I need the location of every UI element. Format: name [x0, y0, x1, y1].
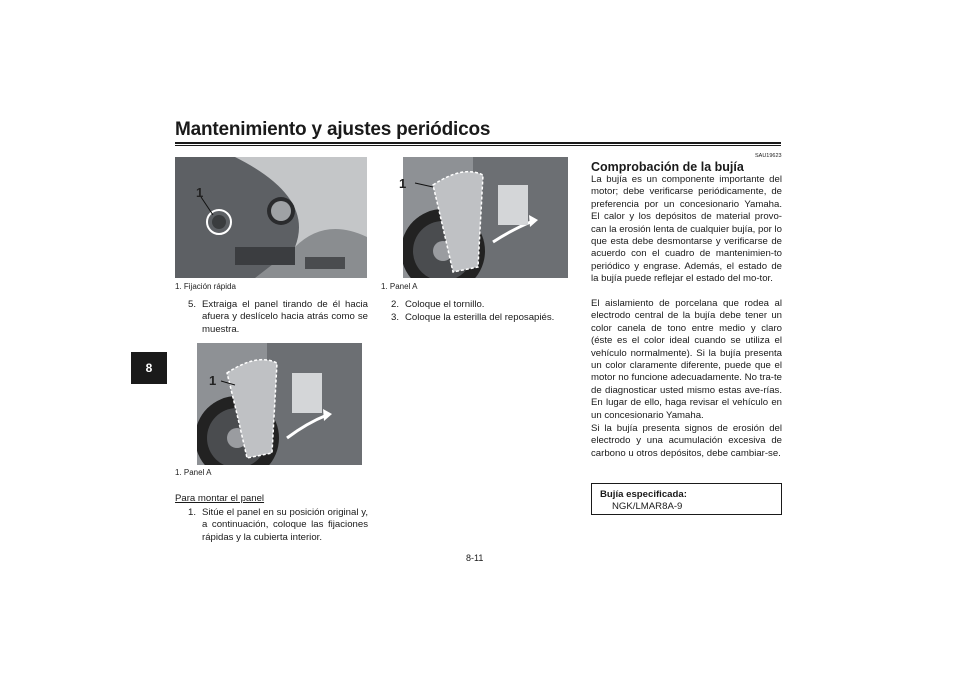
- page-number: 8-11: [466, 553, 484, 563]
- paragraph-1: La bujía es un componente importante del motor; debe verificarse periódicamente, de preferencia por un concesionario Yamaha. El calor y los depósitos de material provo-can la erosión lenta de cualquier bujía, por lo que esta debe desmontarse y verificarse de acuerdo con el cuadro de mantenimien-to periódico y engrase. Además, el estado de la bujía puede reflejar el estado del mo-tor.: [591, 174, 782, 285]
- step-5-number: 5.: [188, 299, 197, 310]
- install-panel-subheading: Para montar el panel: [175, 493, 265, 504]
- spec-label: Bujía especificada:: [600, 489, 687, 500]
- step-3-text: Coloque la esterilla del reposapiés.: [405, 312, 555, 323]
- fig2-caption: 1. Panel A: [175, 468, 212, 477]
- spark-plug-spec-box: [591, 483, 782, 515]
- fig2-callout: 1: [209, 373, 217, 388]
- step-5: [188, 299, 368, 337]
- step-1-text: Sitúe el panel en su posición original y, a continuación, coloque las fijaciones rápidas y la cubierta interior.: [202, 507, 368, 543]
- document-code: SAU19623: [755, 153, 782, 159]
- step-1: [188, 507, 368, 545]
- step-3-number: 3.: [391, 312, 400, 323]
- step-5-text: Extraiga el panel tirando de él hacia afuera y deslícelo hacia atrás como se muestra.: [202, 299, 368, 335]
- paragraph-3: Si la bujía presenta signos de erosión del electrodo y una acumulación excesiva de carbono u otros depósitos, debe cambiar-se.: [591, 423, 782, 459]
- photo-quick-fastener: [175, 157, 367, 278]
- step-2-number: 2.: [391, 299, 400, 310]
- title-rule: [175, 142, 781, 144]
- step-2-text: Coloque el tornillo.: [405, 299, 485, 310]
- spec-value: NGK/LMAR8A-9: [612, 501, 683, 512]
- page-title: Mantenimiento y ajustes periódicos: [175, 119, 491, 140]
- step-1-number: 1.: [188, 507, 197, 518]
- fig1-callout: 1: [196, 185, 204, 200]
- section-heading: Comprobación de la bujía: [591, 160, 744, 174]
- fig1-caption: 1. Fijación rápida: [175, 282, 236, 291]
- title-rule-thin: [175, 145, 781, 146]
- photo-panel-a-left: [197, 343, 362, 465]
- step-3: [391, 312, 571, 325]
- photo-panel-a-middle: [403, 157, 568, 278]
- step-2: [391, 299, 571, 312]
- chapter-tab: 8: [131, 352, 167, 384]
- paragraph-2: El aislamiento de porcelana que rodea al electrodo central de la bujía debe tener un color canela de tono entre medio y claro (éste es el color ideal cuando se utiliza el vehículo normalmente). Si la bujía presenta un color claramente diferente, puede que el motor no funcione adecuadamente. No tra-te de diagnosticar usted mismo estas ave-rías. En lugar de ello, haga revisar el vehículo en un concesionario Yamaha.: [591, 298, 782, 421]
- fig3-caption: 1. Panel A: [381, 282, 418, 291]
- fig3-callout: 1: [399, 176, 407, 191]
